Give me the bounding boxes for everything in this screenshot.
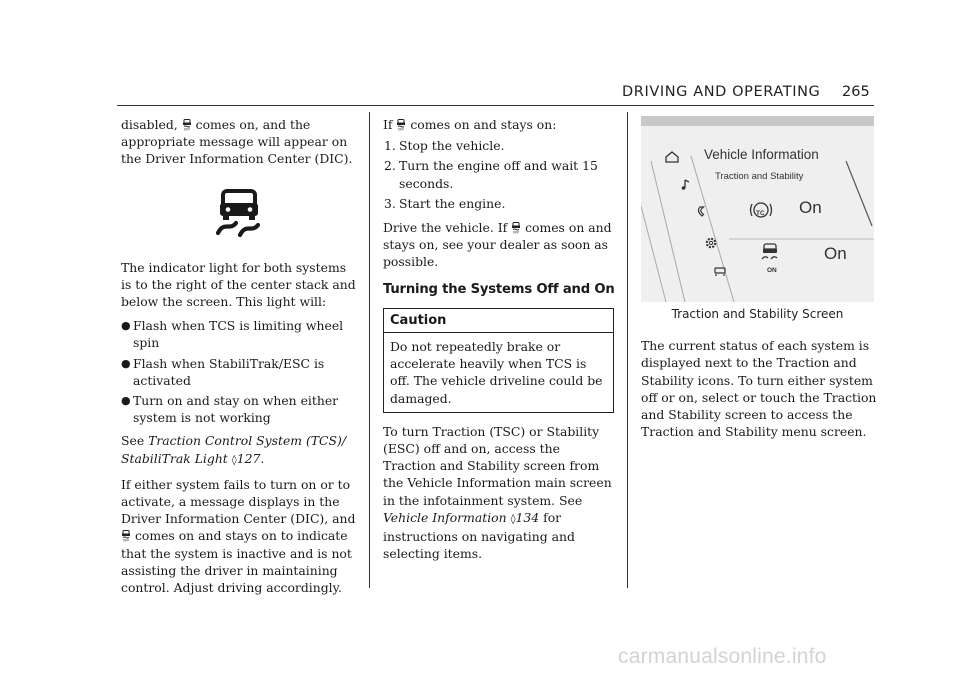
- step-item: [383, 157, 615, 191]
- traction-status[interactable]: On: [799, 198, 822, 217]
- header-rule: [117, 105, 874, 106]
- svg-text:OFF: OFF: [398, 127, 405, 131]
- watermark: carmanualsonline.info: [618, 645, 827, 668]
- list-item-text: Flash when TCS is limiting wheel spin: [133, 318, 344, 351]
- stabilitrak-icon: [216, 188, 262, 240]
- list-item: ● Flash when StabiliTrak/ESC is activated: [121, 355, 325, 388]
- stability-control-icon: [762, 244, 777, 259]
- paragraph-disabled: [121, 116, 359, 168]
- caution-body: Do not repeatedly brake or accelerate heavily when TCS is off. The vehicle driveline could be damaged.: [390, 339, 603, 406]
- text-run: If: [383, 117, 397, 132]
- step-item: [383, 195, 615, 212]
- section-heading: Turning the Systems Off and On: [383, 281, 615, 297]
- paragraph-current-status: The current status of each system is displayed next to the Traction and Stability icons. To turn either system off or on, select or touch the Traction and Stability screen to access the Traction and Stability menu screen.: [641, 338, 877, 440]
- list-item: ● Flash when TCS is limiting wheel spin: [121, 318, 344, 351]
- paragraph-if-comes-on: [383, 116, 615, 133]
- list-item-text: Turn on and stay on when either system is not working: [133, 393, 339, 426]
- page-ref-127[interactable]: 127: [236, 450, 261, 466]
- paragraph-indicator: The indicator light for both systems is to the right of the center stack and below the screen. This light will:: [121, 259, 356, 310]
- indicator-list: [121, 317, 359, 426]
- text-run: .: [260, 450, 265, 466]
- traction-stability-screen-figure: [641, 116, 874, 302]
- step-item: [383, 137, 615, 154]
- paragraph-system-fails: If either system fails to turn on or to activate, a message displays in the Driver Information Center (DIC), and: [121, 476, 356, 527]
- page-number: 265: [842, 84, 870, 100]
- step-text: Turn the engine off and wait 15 seconds.: [399, 158, 598, 191]
- text-run: Drive the vehicle. If: [383, 220, 512, 236]
- screen-subtitle: Traction and Stability: [715, 171, 804, 182]
- step-text: Start the engine.: [399, 195, 506, 211]
- step-number: 1.: [384, 138, 396, 154]
- figure-caption: Traction and Stability Screen: [671, 307, 844, 321]
- text-run: comes on and stays on:: [406, 117, 557, 132]
- paragraph-turn-on-off: [383, 423, 615, 563]
- list-item: ● Turn on and stay on when either system is not working: [121, 393, 339, 426]
- vehicle-information-link[interactable]: Vehicle Information: [383, 509, 507, 525]
- column-divider-2: [627, 112, 628, 588]
- step-number: 3.: [384, 195, 396, 211]
- phone-icon: [699, 207, 704, 216]
- page-reference-icon: ◊: [510, 513, 516, 525]
- stabilitrak-off-icon: [182, 119, 192, 131]
- home-icon: [666, 152, 678, 162]
- step-number: 2.: [384, 158, 396, 174]
- text-run: comes on and stays on, see your dealer as soon as possible.: [383, 220, 612, 270]
- steps-list: [383, 137, 615, 212]
- paragraph-see-also: [121, 432, 359, 468]
- section-title: DRIVING AND OPERATING: [622, 84, 821, 100]
- column-left: [121, 116, 359, 603]
- caution-box: [383, 308, 614, 413]
- car-icon: [715, 268, 725, 276]
- music-note-icon: [682, 180, 689, 190]
- stabilitrak-off-icon: [396, 119, 406, 131]
- column-middle: [383, 116, 615, 569]
- stability-status[interactable]: On: [824, 244, 847, 263]
- tcs-light-link[interactable]: Traction Control System (TCS)/ StabiliTrak Light: [121, 433, 347, 466]
- text-run: To turn Traction (TSC) or Stability (ESC) off and on, access the Traction and Stability screen from the Vehicle Information main screen in the infotainment system. See: [383, 423, 612, 508]
- tc-icon-label: TC: [756, 210, 765, 217]
- column-divider-1: [369, 112, 370, 588]
- stabilitrak-off-icon: [121, 530, 131, 542]
- paragraph-drive-vehicle: [383, 219, 615, 271]
- esc-icon-label: ON: [767, 267, 777, 274]
- stabilitrak-off-icon: [511, 222, 521, 234]
- caution-title: Caution: [384, 309, 613, 333]
- svg-text:OFF: OFF: [122, 539, 130, 543]
- text-run: disabled,: [121, 117, 182, 132]
- paragraph-inactive: [121, 527, 359, 596]
- svg-text:OFF: OFF: [512, 230, 520, 235]
- gear-icon: [707, 239, 715, 247]
- text-run: See: [121, 433, 149, 449]
- svg-text:OFF: OFF: [183, 127, 190, 131]
- page-reference-icon: ◊: [231, 454, 237, 466]
- text-run: for instructions on navigating and selecting items.: [383, 509, 575, 562]
- column-right: [641, 116, 877, 447]
- step-text: Stop the vehicle.: [399, 138, 505, 154]
- list-item-text: Flash when StabiliTrak/ESC is activated: [133, 355, 325, 388]
- page-ref-134[interactable]: 134: [515, 509, 540, 525]
- text-run: comes on, and the appropriate message will appear on the Driver Information Center (DIC).: [121, 117, 353, 167]
- screen-title: Vehicle Information: [704, 147, 819, 162]
- text-run: comes on and stays on to indicate that the system is inactive and is not assisting the driver in maintaining control. Adjust driving accordingly.: [121, 528, 352, 596]
